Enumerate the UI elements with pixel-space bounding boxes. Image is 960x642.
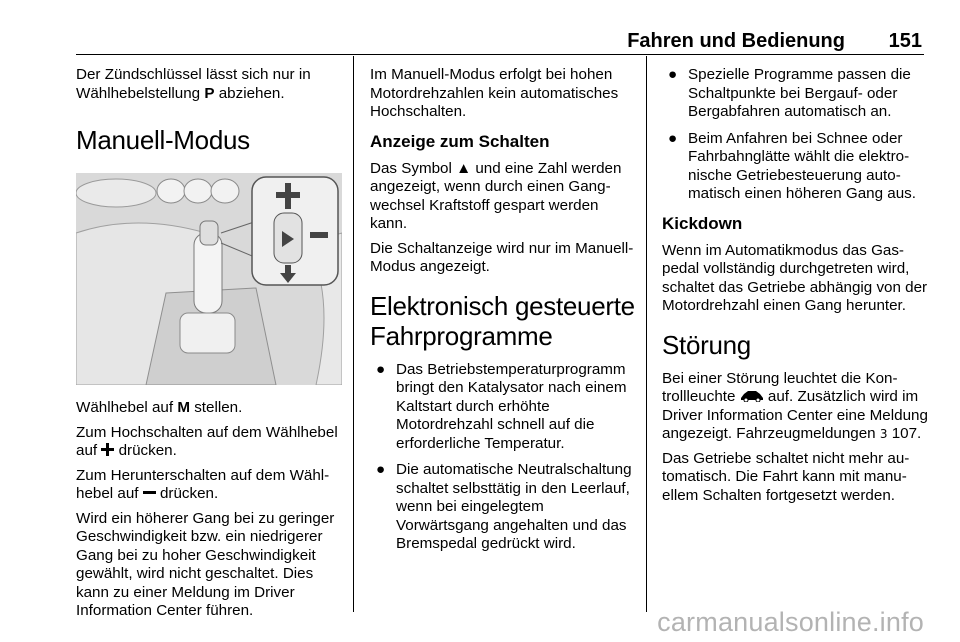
paragraph-gear-warning: Wird ein höherer Gang bei zu geringer Geschwindigkeit bzw. ein niedrigerer Gang bei zu hoher Geschwindigkeit gewählt, wird nicht geschaltet. Dies kann zu einer Meldung im Driver Information Center führen. xyxy=(76,509,335,619)
list-item: ● Das Betriebstemperaturprogramm bringt den Katalysator nach einem Kaltstart durch erhöhte Motordrehzahl schnell auf die erforderliche Temperatur. xyxy=(376,360,627,452)
gear-lever-illustration xyxy=(76,173,342,385)
paragraph-manual-only: Die Schaltanzeige wird nur im Manuell-Modus angezeigt. xyxy=(370,239,634,275)
special-programs-list xyxy=(662,66,928,204)
list-item: ● Beim Anfahren bei Schnee oder Fahrbahnglätte wählt die elektronische Getriebesteuerung automatisch einen höheren Gang aus. xyxy=(668,129,916,202)
heading-shift-indicator: Anzeige zum Schalten xyxy=(370,131,550,151)
paragraph-fault-light: Bei einer Störung leuchtet die Kontrollleuchte auf. Zusätzlich wird im Driver Information Center eine Meldung angezeigt. Fahrzeugmeldungen 3 107. xyxy=(662,369,928,442)
page-ref-arrow-icon[interactable]: 3 xyxy=(879,427,888,441)
drive-programs-list xyxy=(370,361,635,554)
paragraph-select-m: Wählhebel auf M stellen. xyxy=(76,399,243,416)
list-item: ● Spezielle Programme passen die Schaltpunkte bei Bergauf- oder Bergabfahren automatisch an. xyxy=(668,66,911,120)
paragraph-downshift: Zum Herunterschalten auf dem Wählhebel auf drücken. xyxy=(76,466,330,502)
section-title: Fahren und Bedienung xyxy=(627,30,845,52)
triangle-up-icon: ▲ xyxy=(456,159,472,177)
watermark: carmanualsonline.info xyxy=(657,607,924,637)
bullet-icon: ● xyxy=(376,360,386,378)
intro-paragraph: Der Zündschlüssel lässt sich nur in Wählhebelstellung P abziehen. xyxy=(76,66,311,102)
paragraph-kickdown: Wenn im Automatikmodus das Gaspedal vollständig durchgetreten wird, schaltet das Getriebe abhängig von der Motordrehzahl einen Gang herunter. xyxy=(662,241,928,314)
bullet-icon: ● xyxy=(668,66,678,83)
column-divider-1 xyxy=(353,56,354,612)
bullet-icon: ● xyxy=(376,461,386,478)
page-header xyxy=(0,0,960,52)
paragraph-shift-symbol: Das Symbol ▲ und eine Zahl werden angezeigt, wenn durch einen Gangwechsel Kraftstoff gespart werden kann. xyxy=(370,159,622,232)
plus-icon xyxy=(101,443,114,456)
heading-kickdown: Kickdown xyxy=(662,213,743,233)
minus-icon xyxy=(143,491,156,494)
heading-drive-programs: Elektronisch gesteuerte Fahrprogramme xyxy=(370,290,635,351)
paragraph-no-upshift: Im Manuell-Modus erfolgt bei hohen Motordrehzahlen kein automatisches Hochschalten. xyxy=(370,66,619,120)
heading-manuell-modus: Manuell-Modus xyxy=(76,125,250,155)
column-2 xyxy=(370,66,635,562)
car-warning-icon xyxy=(740,389,764,402)
column-divider-2 xyxy=(646,56,647,612)
gear-m-symbol: M xyxy=(177,399,190,416)
list-item: ● Die automatische Neutralschaltung schaltet selbsttätig in den Leerlauf, wenn bei eingelegtem Vorwärtsgang angehalten und das Bremspedal gedrückt wird. xyxy=(376,461,632,552)
bullet-icon: ● xyxy=(668,129,678,147)
column-1 xyxy=(76,66,342,627)
gear-p-symbol: P xyxy=(204,84,215,102)
paragraph-manual-continue: Das Getriebe schaltet nicht mehr automatisch. Die Fahrt kann mit manuellem Schalten fortgesetzt werden. xyxy=(662,449,910,504)
paragraph-upshift: Zum Hochschalten auf dem Wählhebel auf drücken. xyxy=(76,423,338,459)
page-number: 151 xyxy=(888,30,922,52)
header-rule xyxy=(76,54,924,55)
column-3 xyxy=(662,66,928,511)
heading-stoerung: Störung xyxy=(662,329,751,360)
